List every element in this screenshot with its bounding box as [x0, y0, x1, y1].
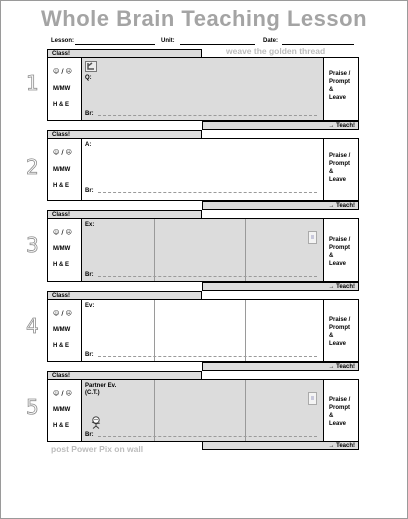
step-number-5: 5 — [26, 395, 39, 419]
page-title: Whole Brain Teaching Lesson — [40, 6, 368, 31]
br-label: Br: — [85, 188, 94, 194]
praise-column — [324, 58, 358, 120]
example-label: Ex: — [85, 222, 95, 228]
he-label: H & E — [53, 102, 70, 108]
column-divider — [245, 380, 246, 441]
date-label: Date: — [263, 38, 279, 44]
teach-bar-4: → Teach! — [202, 362, 359, 371]
lesson-label: Lesson: — [51, 38, 75, 44]
class-tab-2: Class! — [47, 130, 202, 139]
class-tab-1: Class! — [47, 49, 202, 58]
prompt-line: Prompt — [329, 405, 350, 411]
footer-note: post Power Pix on wall — [51, 444, 144, 454]
lesson-block-3 — [47, 218, 359, 282]
leave-line: Leave — [329, 95, 347, 101]
column-divider — [154, 219, 155, 281]
answer-area[interactable] — [82, 139, 324, 200]
teach-bar-2: → Teach! — [202, 201, 359, 210]
smile-frown-label: ☺ / ☹ — [53, 310, 72, 317]
smile-frown-label: ☺ / ☹ — [53, 390, 72, 397]
evaluation-area[interactable] — [82, 300, 324, 361]
br-line — [98, 115, 317, 116]
lesson-block-1 — [47, 57, 359, 121]
br-line — [98, 356, 317, 357]
prompt-line: Prompt — [329, 325, 350, 331]
mmw-label: M/MW — [53, 407, 71, 413]
he-label: H & E — [53, 262, 70, 268]
leave-line: Leave — [329, 261, 347, 267]
mmw-label: M/MW — [53, 327, 71, 333]
step-number-4: 4 — [26, 314, 39, 338]
unit-label: Unit: — [161, 38, 175, 44]
leave-line: Leave — [329, 421, 347, 427]
answer-label: A: — [85, 142, 92, 148]
evaluation-label: Ev: — [85, 303, 95, 309]
and-line: & — [329, 333, 334, 339]
he-label: H & E — [53, 343, 70, 349]
example-area[interactable] — [82, 219, 324, 281]
praise-line: Praise / — [329, 71, 351, 77]
and-line: & — [329, 169, 334, 175]
and-line: & — [329, 253, 334, 259]
praise-column — [324, 219, 358, 281]
left-column — [48, 58, 82, 120]
praise-column — [324, 380, 358, 441]
and-line: & — [329, 413, 334, 419]
motto: weave the golden thread — [226, 46, 326, 56]
date-field[interactable] — [282, 44, 354, 45]
lesson-block-2 — [47, 138, 359, 201]
br-line — [98, 436, 317, 437]
critical-thinking-label: (C.T.) — [85, 390, 100, 396]
and-line: & — [329, 87, 334, 93]
prompt-line: Prompt — [329, 79, 350, 85]
column-divider — [245, 300, 246, 361]
mmw-label: M/MW — [53, 246, 71, 252]
prompt-line: Prompt — [329, 245, 350, 251]
praise-column — [324, 139, 358, 200]
smile-frown-label: ☺ / ☹ — [53, 149, 72, 156]
praise-column — [324, 300, 358, 361]
he-label: H & E — [53, 423, 70, 429]
br-line — [98, 276, 317, 277]
praise-line: Praise / — [329, 153, 351, 159]
br-label: Br: — [85, 111, 94, 117]
lesson-block-4 — [47, 299, 359, 362]
unit-field[interactable] — [180, 44, 255, 45]
left-column — [48, 139, 82, 200]
class-tab-5: Class! — [47, 371, 202, 380]
stick-figure-icon — [86, 416, 102, 429]
prompt-line: Prompt — [329, 161, 350, 167]
left-column — [48, 300, 82, 361]
lesson-block-5 — [47, 379, 359, 442]
teach-bar-5: → Teach! — [202, 441, 359, 450]
column-divider — [154, 300, 155, 361]
br-label: Br: — [85, 272, 94, 278]
left-column — [48, 219, 82, 281]
light-switch-icon — [308, 392, 317, 405]
step-number-3: 3 — [26, 233, 39, 257]
br-label: Br: — [85, 432, 94, 438]
lesson-field[interactable] — [75, 44, 155, 45]
teach-bar-3: → Teach! — [202, 282, 359, 291]
step-number-2: 2 — [26, 155, 39, 179]
class-tab-4: Class! — [47, 291, 202, 300]
teach-bar-1: → Teach! — [202, 121, 359, 130]
pointer-icon — [85, 61, 97, 72]
partner-eval-label: Partner Ev. — [85, 383, 117, 389]
mmw-label: M/MW — [53, 167, 71, 173]
br-label: Br: — [85, 352, 94, 358]
class-tab-3: Class! — [47, 210, 202, 219]
praise-line: Praise / — [329, 397, 351, 403]
question-area[interactable] — [82, 58, 324, 120]
smile-frown-label: ☺ / ☹ — [53, 229, 72, 236]
light-switch-icon — [308, 231, 317, 244]
column-divider — [245, 219, 246, 281]
praise-line: Praise / — [329, 237, 351, 243]
left-column — [48, 380, 82, 441]
question-label: Q: — [85, 75, 92, 81]
he-label: H & E — [53, 183, 70, 189]
mmw-label: M/MW — [53, 86, 71, 92]
br-line — [98, 192, 317, 193]
step-number-1: 1 — [26, 71, 39, 95]
leave-line: Leave — [329, 341, 347, 347]
leave-line: Leave — [329, 177, 347, 183]
smile-frown-label: ☺ / ☹ — [53, 68, 72, 75]
column-divider — [154, 380, 155, 441]
praise-line: Praise / — [329, 317, 351, 323]
partner-evaluation-area[interactable] — [82, 380, 324, 441]
